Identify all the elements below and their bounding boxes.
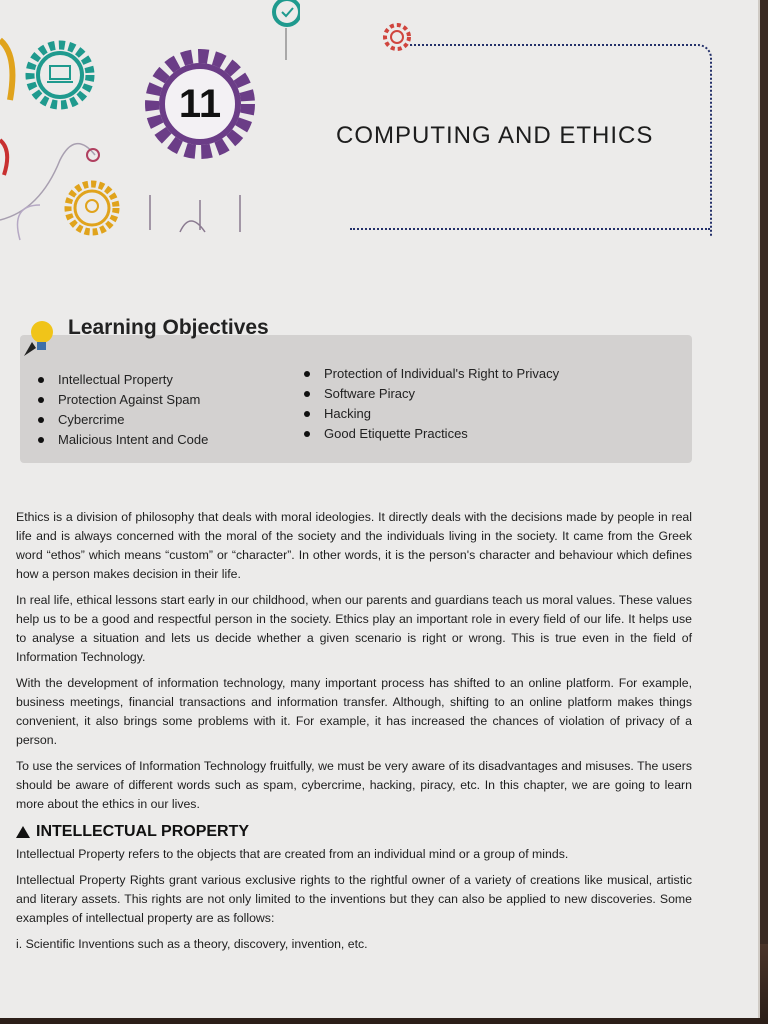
paragraph: To use the services of Information Technology fruitfully, we must be very aware of its disadvantages and misuses. The users should be aware of different words such as spam, cybercrime, hacking, piracy, etc. In this chapter, we are going to learn more about the ethics in our lives. <box>16 759 692 811</box>
paragraph: Ethics is a division of philosophy that deals with moral ideologies. It directly deals with the decisions made by people in real life and is always concerned with the moral of the society and the individuals living in the society. It came from the Greek word “ethos” which means “custom” or “character”. In other words, it is the person's character and behaviour which defines how a person makes decision in their life. <box>16 510 692 581</box>
arrow-up-icon <box>16 826 30 838</box>
paragraph: Intellectual Property refers to the objects that are created from an individual mind or a group of minds. <box>16 847 569 861</box>
list-item <box>16 935 692 954</box>
bulb-icon <box>18 312 58 362</box>
target-gear-icon <box>380 20 414 54</box>
paragraph: Intellectual Property Rights grant various exclusive rights to the rightful owner of a variety of creations like musical, artistic and literary assets. This rights are not only limited to the inventions but they can also be applied to new discoveries. Some examples of intellectual property are as follows: <box>16 873 692 925</box>
chapter-number-gear <box>140 44 260 164</box>
section-heading <box>16 822 692 841</box>
paragraph: In real life, ethical lessons start early in our childhood, when our parents and guardians teach us moral values. These values help us to be a good and respectful person in the society. Ethics play an important role in every field of our life. It helps use to analyse a situation and lets us decide whether a given scenario is right or wrong. This is true even in the field of Information Technology. <box>16 593 692 664</box>
learning-objectives-heading: Learning Objectives <box>68 316 269 339</box>
laptop-gear-icon <box>30 45 90 105</box>
paragraph: With the development of information technology, many important process has shifted to an online platform. For example, business meetings, financial transactions and information transfer. Although, shifting to an online platform makes things convenient, it also brings some problems with it. For example, it has increased the chances of violation of privacy of a person. <box>16 676 692 747</box>
objectives-right-list <box>304 364 559 444</box>
bulb-gear-icon <box>68 184 116 232</box>
list-item: Protection Against Spam <box>38 390 208 410</box>
list-item: Cybercrime <box>38 410 208 430</box>
body-text <box>16 508 692 961</box>
list-item: Software Piracy <box>304 384 559 404</box>
list-item: Hacking <box>304 404 559 424</box>
list-item: Malicious Intent and Code <box>38 430 208 450</box>
list-item: Intellectual Property <box>38 370 208 390</box>
title-frame-bottom <box>350 228 710 230</box>
section-title: INTELLECTUAL PROPERTY <box>36 823 250 840</box>
objectives-left-list <box>38 370 208 450</box>
list-item-text: Scientific Inventions such as a theory, discovery, invention, etc. <box>25 937 368 951</box>
chapter-number: 11 <box>178 82 222 126</box>
list-item: Good Etiquette Practices <box>304 424 559 444</box>
list-marker: i. <box>16 937 23 951</box>
chapter-title: COMPUTING AND ETHICS <box>336 122 654 149</box>
list-item: Protection of Individual's Right to Privacy <box>304 364 559 384</box>
check-gear-icon <box>274 0 300 25</box>
